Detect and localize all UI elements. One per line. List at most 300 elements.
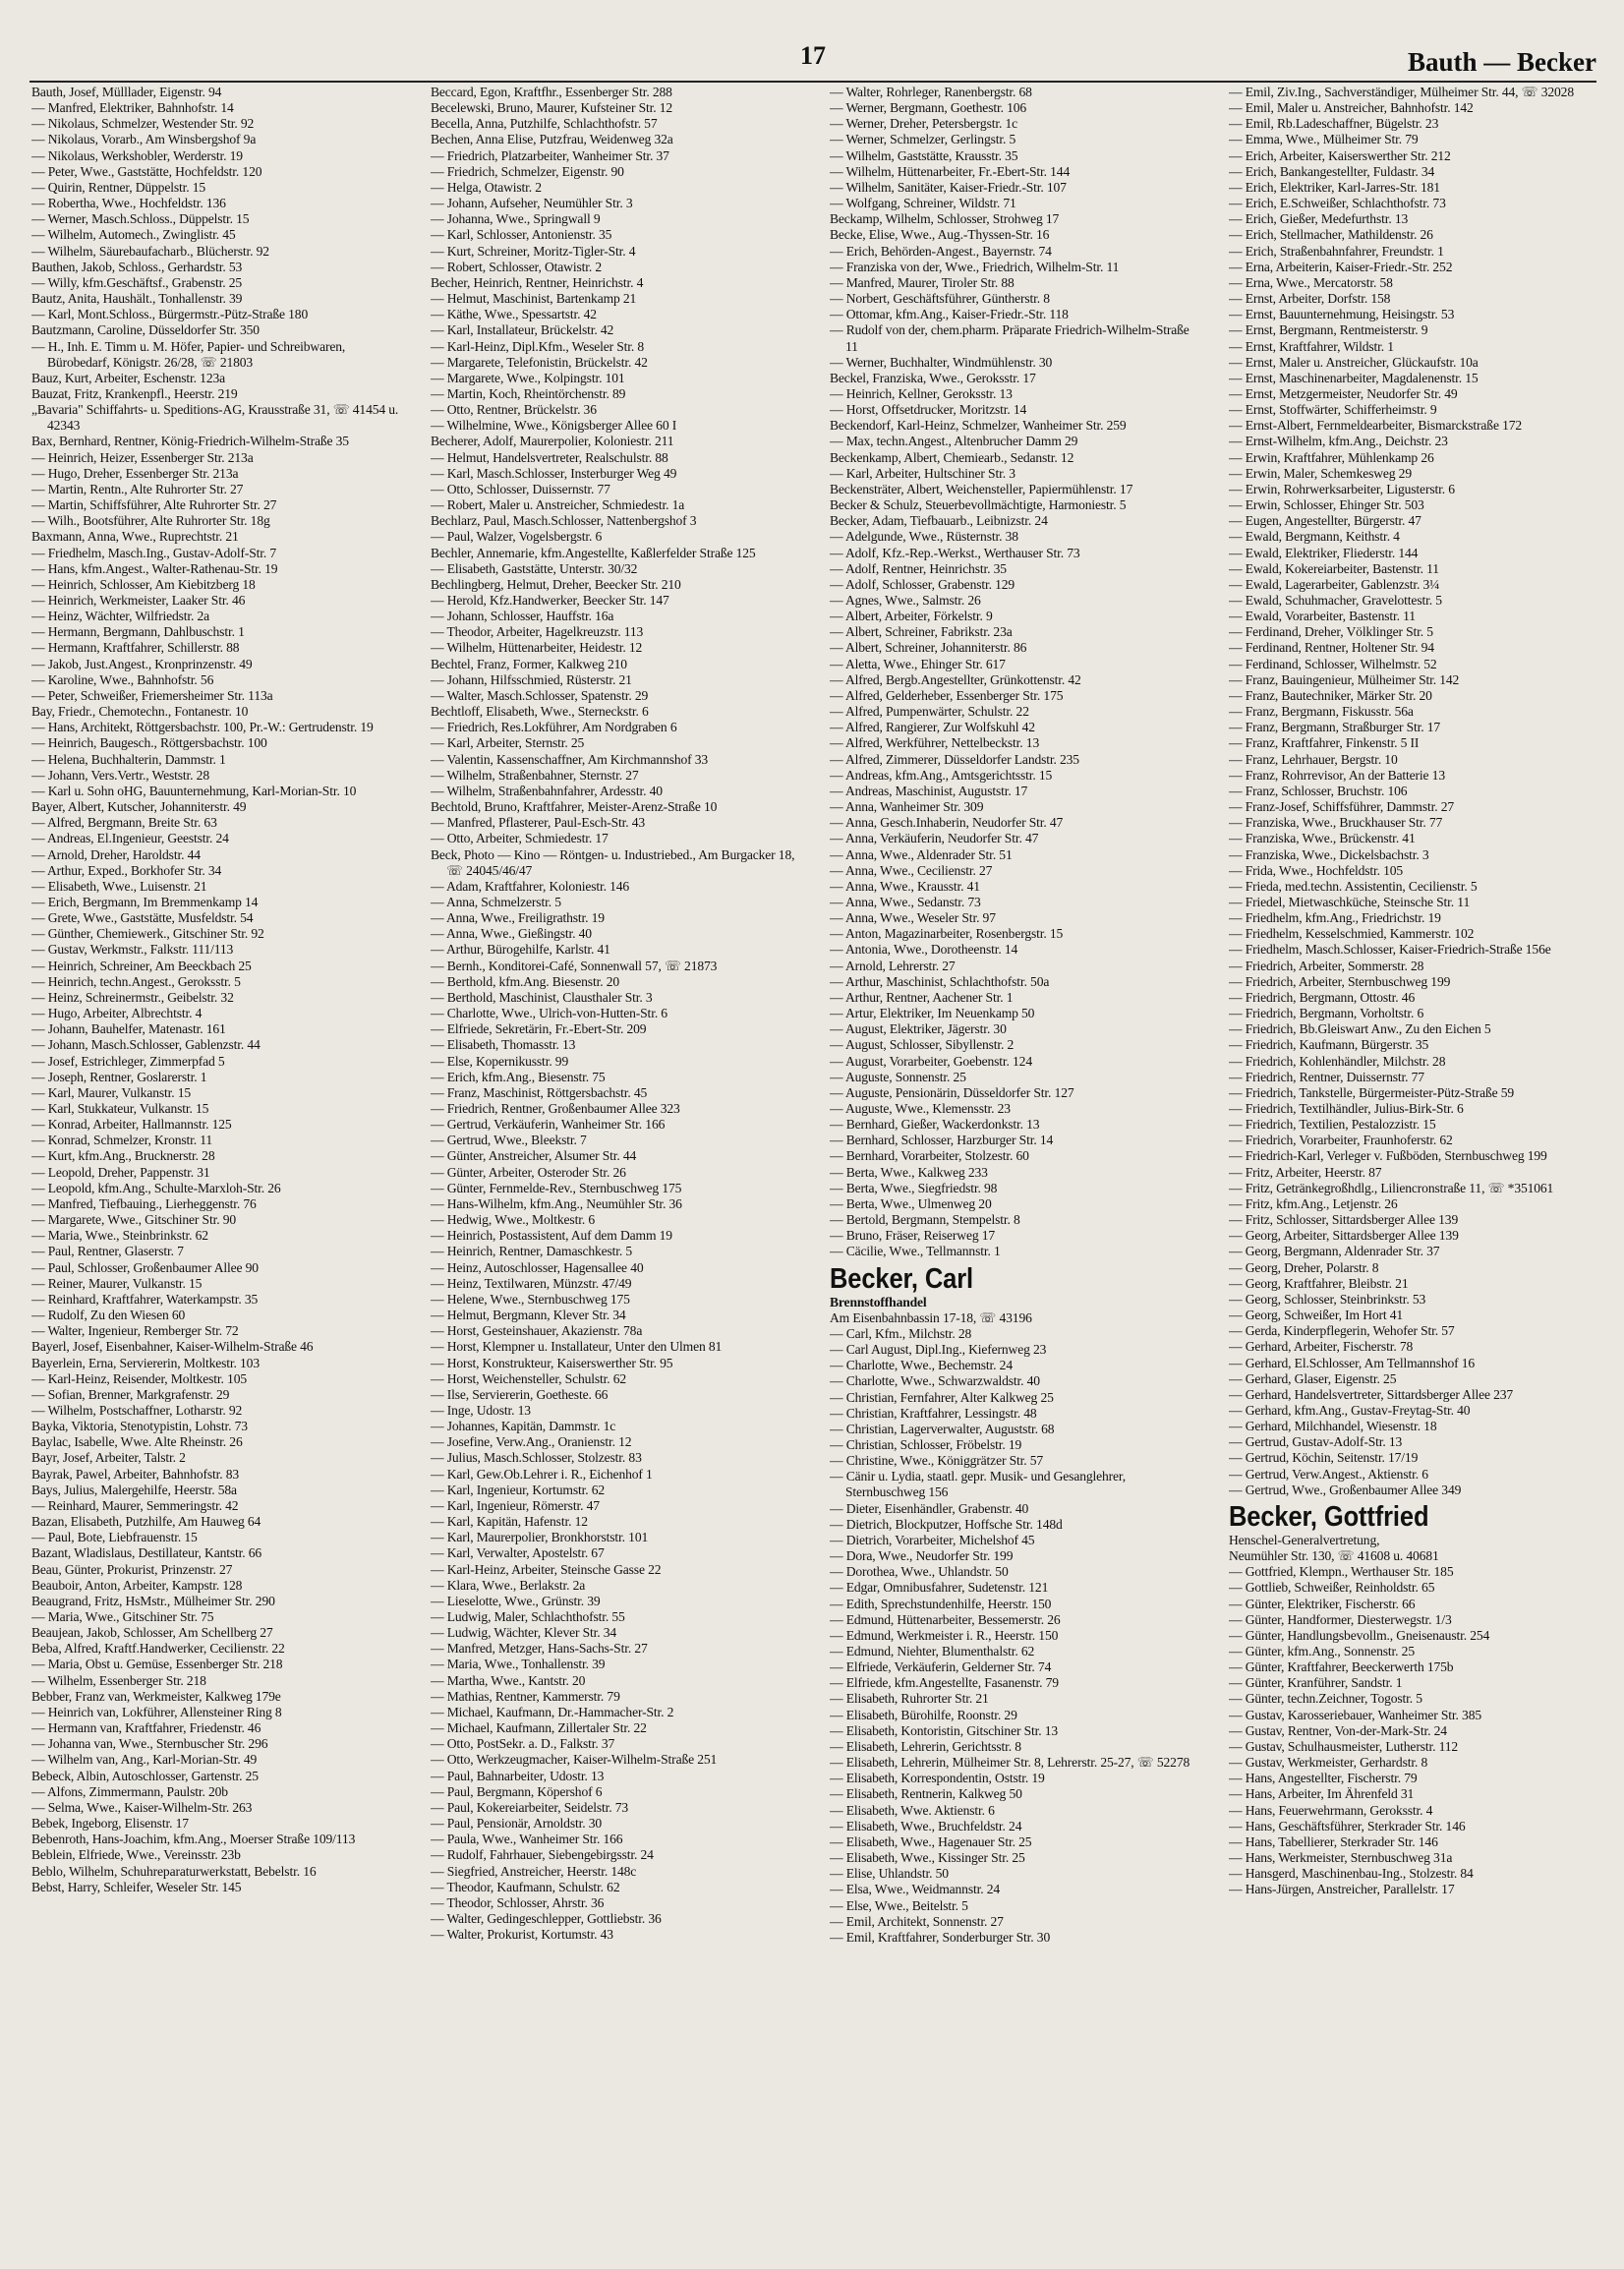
directory-entry: — Paul, Pensionär, Arnoldstr. 30 <box>431 1816 603 1832</box>
directory-entry: — Karl, Verwalter, Apostelstr. 67 <box>431 1545 605 1561</box>
directory-entry: — Paul, Bote, Liebfrauenstr. 15 <box>31 1530 198 1545</box>
directory-entry: — Helene, Wwe., Sternbuschweg 175 <box>431 1291 630 1307</box>
directory-entry: — Ernst, Metzgermeister, Neudorfer Str. 49 <box>1229 385 1458 401</box>
directory-entry: — Friedrich, Platzarbeiter, Wanheimer Str. 37 <box>431 147 669 163</box>
directory-entry: — Karl, Installateur, Brückelstr. 42 <box>431 322 614 338</box>
directory-entry: — Manfred, Pflasterer, Paul-Esch-Str. 43 <box>431 815 646 831</box>
directory-entry: Am Eisenbahnbassin 17-18, ☏ 43196 <box>830 1309 1032 1325</box>
directory-entry: — Dietrich, Blockputzer, Hoffsche Str. 148d <box>830 1516 1063 1532</box>
directory-entry: — Ernst, Maler u. Anstreicher, Glückaufstr. 10a <box>1229 354 1479 370</box>
directory-entry: — Elfriede, Sekretärin, Fr.-Ebert-Str. 209 <box>431 1021 647 1037</box>
directory-entry: — Bernhard, Schlosser, Harzburger Str. 14 <box>830 1133 1054 1148</box>
directory-entry: — Josefine, Verw.Ang., Oranienstr. 12 <box>431 1434 632 1450</box>
directory-entry: — Johann, Masch.Schlosser, Gablenzstr. 44 <box>31 1037 261 1053</box>
firm-heading: Becker, Gottfried <box>1229 1500 1429 1533</box>
directory-entry: Bays, Julius, Malergehilfe, Heerstr. 58a <box>31 1482 237 1497</box>
directory-entry: Beauboir, Anton, Arbeiter, Kampstr. 128 <box>31 1577 243 1593</box>
directory-entry: — Werner, Dreher, Petersbergstr. 1c <box>830 116 1017 132</box>
directory-entry: — Erich, Bergmann, Im Bremmenkamp 14 <box>31 894 259 909</box>
directory-entry: — Georg, Kraftfahrer, Bleibstr. 21 <box>1229 1275 1409 1291</box>
directory-entry: — Ernst-Albert, Fernmeldearbeiter, Bismarckstraße 172 <box>1229 418 1523 434</box>
directory-entry: — Emil, Kraftfahrer, Sonderburger Str. 30 <box>830 1929 1051 1945</box>
directory-entry: — Emil, Maler u. Anstreicher, Bahnhofstr. 142 <box>1229 100 1474 116</box>
directory-entry: — Inge, Udostr. 13 <box>431 1402 531 1418</box>
directory-entry: — Konrad, Schmelzer, Kronstr. 11 <box>31 1133 213 1148</box>
directory-entry: — Günter, Anstreicher, Alsumer Str. 44 <box>431 1148 637 1164</box>
directory-entry: — Ernst, Stoffwärter, Schifferheimstr. 9 <box>1229 402 1437 418</box>
directory-entry: — Friedrich, Textilhändler, Julius-Birk-Str. 6 <box>1229 1101 1464 1116</box>
directory-entry: — Heinz, Autoschlosser, Hagensallee 40 <box>431 1259 644 1275</box>
directory-entry: — Elisabeth, Wwe., Kissinger Str. 25 <box>830 1850 1025 1866</box>
directory-entry: — Adolf, Rentner, Heinrichstr. 35 <box>830 560 1007 576</box>
directory-entry: — Bruno, Fräser, Reiserweg 17 <box>830 1228 996 1244</box>
directory-entry: — Karl, Arbeiter, Sternstr. 25 <box>431 735 585 751</box>
directory-entry: — Sofian, Brenner, Markgrafenstr. 29 <box>31 1386 230 1402</box>
directory-entry: — Ernst-Wilhelm, kfm.Ang., Deichstr. 23 <box>1229 434 1448 449</box>
directory-entry: — Charlotte, Wwe., Schwarzwaldstr. 40 <box>830 1373 1040 1389</box>
directory-entry: Bauz, Kurt, Arbeiter, Eschenstr. 123a <box>31 370 226 385</box>
directory-entry: — Else, Kopernikusstr. 99 <box>431 1053 569 1069</box>
directory-entry: Bayerl, Josef, Eisenbahner, Kaiser-Wilhelm-Straße 46 <box>31 1339 314 1355</box>
directory-entry: Bebek, Ingeborg, Elisenstr. 17 <box>31 1816 189 1832</box>
directory-entry: — Hans, Architekt, Röttgersbachstr. 100, Pr.-W.: Gertrudenstr. 19 <box>31 720 374 735</box>
directory-entry: — Günter, Elektriker, Fischerstr. 66 <box>1229 1596 1416 1611</box>
directory-entry: — H., Inh. E. Timm u. M. Höfer, Papier- und Schreibwaren, Bürobedarf, Königstr. 26/28, ☏ 21803 <box>31 338 346 370</box>
directory-entry: — Alfred, Pumpenwärter, Schulstr. 22 <box>830 704 1029 720</box>
directory-entry: — Franz, Kraftfahrer, Finkenstr. 5 II <box>1229 735 1420 751</box>
directory-entry: — Arthur, Rentner, Aachener Str. 1 <box>830 989 1014 1005</box>
directory-entry: — Hans, Angestellter, Fischerstr. 79 <box>1229 1771 1418 1786</box>
directory-entry: — Heinrich, Baugesch., Röttgersbachstr. 100 <box>31 735 267 751</box>
directory-entry: — Heinrich, Heizer, Essenberger Str. 213a <box>31 449 254 465</box>
directory-entry: — Bertold, Bergmann, Stempelstr. 8 <box>830 1212 1020 1228</box>
directory-entry: Bechtold, Bruno, Kraftfahrer, Meister-Arenz-Straße 10 <box>431 799 718 815</box>
directory-entry: — Erich, Straßenbahnfahrer, Freundstr. 1 <box>1229 243 1444 259</box>
directory-entry: — Adelgunde, Wwe., Rüsternstr. 38 <box>830 529 1018 545</box>
directory-entry: — Norbert, Geschäftsführer, Güntherstr. 8 <box>830 291 1050 307</box>
column-4 <box>1229 85 1596 2259</box>
page-header <box>29 39 1596 81</box>
directory-entry: — Julius, Masch.Schlosser, Stolzestr. 83 <box>431 1450 642 1466</box>
directory-entry: — Maria, Wwe., Gitschiner Str. 75 <box>31 1609 214 1624</box>
directory-entry: — Arthur, Maschinist, Schlachthofstr. 50a <box>830 973 1050 989</box>
directory-entry: Becker, Adam, Tiefbauarb., Leibnizstr. 24 <box>830 513 1048 529</box>
directory-entry: — Erich, Arbeiter, Kaiserswerther Str. 212 <box>1229 147 1451 163</box>
directory-entry: — Martin, Schiffsführer, Alte Ruhrorter Str. 27 <box>31 497 277 513</box>
directory-entry: — Friedrich, Kohlenhändler, Milchstr. 28 <box>1229 1053 1446 1069</box>
directory-entry: Bauth, Josef, Mülllader, Eigenstr. 94 <box>31 85 222 99</box>
directory-entry: Becher, Heinrich, Rentner, Heinrichstr. 4 <box>431 274 644 290</box>
directory-entry: — Quirin, Rentner, Düppelstr. 15 <box>31 179 206 195</box>
directory-entry: — Alfred, Bergmann, Breite Str. 63 <box>31 815 217 831</box>
directory-entry: Beba, Alfred, Kraftf.Handwerker, Cecilienstr. 22 <box>31 1641 285 1657</box>
directory-entry: — Elfriede, kfm.Angestellte, Fasanenstr. 79 <box>830 1675 1059 1691</box>
directory-entry: — Gustav, Werkmstr., Falkstr. 111/113 <box>31 942 234 958</box>
directory-columns <box>31 85 1596 2259</box>
directory-entry: — Antonia, Wwe., Dorotheenstr. 14 <box>830 942 1018 958</box>
directory-entry: — Fritz, Arbeiter, Heerstr. 87 <box>1229 1164 1382 1180</box>
directory-entry: — Horst, Klempner u. Installateur, Unter den Ulmen 81 <box>431 1339 723 1355</box>
directory-entry: — Anna, Wwe., Cecilienstr. 27 <box>830 862 993 878</box>
directory-entry: Beaugrand, Fritz, HsMstr., Mülheimer Str. 290 <box>31 1593 275 1608</box>
directory-entry: — Friedhelm, Kesselschmied, Kammerstr. 102 <box>1229 926 1475 942</box>
directory-entry: — Horst, Offsetdrucker, Moritzstr. 14 <box>830 402 1027 418</box>
directory-entry: — Michael, Kaufmann, Dr.-Hammacher-Str. 2 <box>431 1704 674 1719</box>
directory-entry: Bebeck, Albin, Autoschlosser, Gartenstr. 25 <box>31 1768 259 1783</box>
directory-entry: — Theodor, Arbeiter, Hagelkreuzstr. 113 <box>431 624 644 640</box>
directory-entry: — Reinhard, Kraftfahrer, Waterkampstr. 35 <box>31 1291 259 1307</box>
directory-entry: — Michael, Kaufmann, Zillertaler Str. 22 <box>431 1720 647 1736</box>
directory-entry: — Elisabeth, Kontoristin, Gitschiner Str. 13 <box>830 1722 1059 1738</box>
directory-entry: — Gottlieb, Schweißer, Reinholdstr. 65 <box>1229 1580 1435 1596</box>
directory-entry: — Karl, Mont.Schloss., Bürgermstr.-Pütz-Straße 180 <box>31 307 309 322</box>
directory-entry: — Erna, Wwe., Mercatorstr. 58 <box>1229 274 1393 290</box>
directory-entry: — Heinrich, Rentner, Damaschkestr. 5 <box>431 1244 633 1259</box>
directory-entry: — Gertrud, Gustav-Adolf-Str. 13 <box>1229 1434 1403 1450</box>
directory-entry: — Dieter, Eisenhändler, Grabenstr. 40 <box>830 1500 1029 1516</box>
directory-entry: — Wilhelm, Sanitäter, Kaiser-Friedr.-Str. 107 <box>830 179 1067 195</box>
directory-entry: — Wilhelm, Säurebaufacharb., Blücherstr. 92 <box>31 243 269 259</box>
directory-entry: — Karl, Stukkateur, Vulkanstr. 15 <box>31 1101 209 1116</box>
directory-entry: — Andreas, kfm.Ang., Amtsgerichtsstr. 15 <box>830 767 1053 783</box>
directory-entry: — Heinz, Textilwaren, Münzstr. 47/49 <box>431 1275 632 1291</box>
directory-entry: — Helena, Buchhalterin, Dammstr. 1 <box>31 751 226 767</box>
directory-entry: — Georg, Schweißer, Im Hort 41 <box>1229 1308 1404 1323</box>
directory-entry: — Margarete, Telefonistin, Brückelstr. 42 <box>431 354 648 370</box>
directory-entry: — Karl-Heinz, Reisender, Moltkestr. 105 <box>31 1370 247 1386</box>
directory-entry: — Albert, Schreiner, Fabrikstr. 23a <box>830 624 1013 640</box>
directory-entry: — Bernh., Konditorei-Café, Sonnenwall 57, ☏ 21873 <box>431 958 718 973</box>
directory-entry: — Gottfried, Klempn., Werthauser Str. 185 <box>1229 1564 1454 1580</box>
directory-entry: — Hermann, Bergmann, Dahlbuschstr. 1 <box>31 624 245 640</box>
directory-entry: — Paul, Kokereiarbeiter, Seidelstr. 73 <box>431 1799 629 1815</box>
directory-entry: — Eugen, Angestellter, Bürgerstr. 47 <box>1229 513 1421 529</box>
directory-entry: — Walter, Gedingeschlepper, Gottliebstr. 36 <box>431 1910 662 1926</box>
directory-entry: — Heinrich, techn.Angest., Geroksstr. 5 <box>31 973 241 989</box>
directory-entry: — Hansgerd, Maschinenbau-Ing., Stolzestr. 84 <box>1229 1866 1474 1882</box>
directory-entry: — Maria, Wwe., Steinbrinkstr. 62 <box>31 1228 208 1244</box>
directory-entry: — Franziska, Wwe., Dickelsbachstr. 3 <box>1229 846 1429 862</box>
directory-entry: Beblein, Elfriede, Wwe., Vereinsstr. 23b <box>31 1847 241 1863</box>
directory-entry: Bebenroth, Hans-Joachim, kfm.Ang., Moerser Straße 109/113 <box>31 1832 356 1847</box>
directory-entry: — Friedhelm, Masch.Schlosser, Kaiser-Friedrich-Straße 156e <box>1229 942 1551 958</box>
directory-entry: — Lieselotte, Wwe., Grünstr. 39 <box>431 1593 601 1608</box>
directory-entry: — Elisabeth, Korrespondentin, Oststr. 19 <box>830 1771 1045 1786</box>
directory-entry: — Bernhard, Vorarbeiter, Stolzestr. 60 <box>830 1148 1029 1164</box>
directory-entry: — Friedrich, Schmelzer, Eigenstr. 90 <box>431 163 624 179</box>
directory-entry: — Gerhard, kfm.Ang., Gustav-Freytag-Str. 40 <box>1229 1402 1471 1418</box>
directory-entry: — Ferdinand, Schlosser, Wilhelmstr. 52 <box>1229 656 1437 671</box>
directory-entry: — Else, Wwe., Beitelstr. 5 <box>830 1897 968 1913</box>
directory-entry: — Wolfgang, Schreiner, Wildstr. 71 <box>830 196 1016 211</box>
directory-entry: — Jakob, Just.Angest., Kronprinzenstr. 49 <box>31 656 253 671</box>
directory-entry: Bay, Friedr., Chemotechn., Fontanestr. 10 <box>31 704 249 720</box>
directory-entry: — Georg, Schlosser, Steinbrinkstr. 53 <box>1229 1291 1426 1307</box>
directory-entry: Bayerlein, Erna, Serviererin, Moltkestr. 103 <box>31 1355 260 1370</box>
directory-entry: — Friedrich-Karl, Verleger v. Fußböden, Sternbuschweg 199 <box>1229 1148 1547 1164</box>
header-rule <box>29 81 1596 83</box>
directory-entry: — Ernst, Maschinenarbeiter, Magdalenenstr. 15 <box>1229 370 1479 385</box>
directory-entry: — Karl, Schlosser, Antonienstr. 35 <box>431 227 612 243</box>
directory-entry: — Willy, kfm.Geschäftsf., Grabenstr. 25 <box>31 274 243 290</box>
directory-entry: Beccard, Egon, Kraftfhr., Essenberger Str. 288 <box>431 85 672 99</box>
directory-entry: — Wilh., Bootsführer, Alte Ruhrorter Str. 18g <box>31 513 270 529</box>
directory-entry: — Auguste, Pensionärin, Düsseldorfer Str. 127 <box>830 1084 1074 1100</box>
directory-entry: — Franziska, Wwe., Bruckhauser Str. 77 <box>1229 815 1443 831</box>
directory-entry: — Friedrich, Vorarbeiter, Fraunhoferstr. 62 <box>1229 1133 1453 1148</box>
directory-entry: — Fritz, kfm.Ang., Letjenstr. 26 <box>1229 1195 1398 1211</box>
directory-entry: — Cänir u. Lydia, staatl. gepr. Musik- und Gesanglehrer, Sternbuschweg 156 <box>830 1469 1127 1500</box>
directory-entry: — Horst, Gesteinshauer, Akazienstr. 78a <box>431 1323 643 1339</box>
directory-entry: — Friedrich, Res.Lokführer, Am Nordgraben 6 <box>431 720 677 735</box>
directory-entry: — Wilhelm, Straßenbahner, Sternstr. 27 <box>431 767 639 783</box>
directory-entry: Bechtel, Franz, Former, Kalkweg 210 <box>431 656 627 671</box>
directory-entry: — Erwin, Kraftfahrer, Mühlenkamp 26 <box>1229 449 1434 465</box>
directory-entry: — Heinrich, Schreiner, Am Beeckbach 25 <box>31 958 252 973</box>
directory-entry: — Wilhelm, Postschaffner, Lotharstr. 92 <box>31 1402 243 1418</box>
directory-entry: — Kurt, Schreiner, Moritz-Tigler-Str. 4 <box>431 243 636 259</box>
directory-entry: — Martha, Wwe., Kantstr. 20 <box>431 1672 586 1688</box>
directory-entry: — Friedrich, Bb.Gleiswart Anw., Zu den Eichen 5 <box>1229 1021 1491 1037</box>
directory-entry: — Manfred, Metzger, Hans-Sachs-Str. 27 <box>431 1641 648 1657</box>
directory-entry: — Rudolf, Fahrhauer, Siebengebirgsstr. 24 <box>431 1847 654 1863</box>
directory-entry: — Carl, Kfm., Milchstr. 28 <box>830 1325 972 1341</box>
directory-entry: — Martin, Koch, Rheintörchenstr. 89 <box>431 385 626 401</box>
directory-entry: — Robert, Maler u. Anstreicher, Schmiedestr. 1a <box>431 497 685 513</box>
directory-entry: — Walter, Ingenieur, Remberger Str. 72 <box>31 1323 239 1339</box>
directory-entry: — Hans, Feuerwehrmann, Geroksstr. 4 <box>1229 1802 1433 1818</box>
directory-entry: — Ernst, Arbeiter, Dorfstr. 158 <box>1229 291 1391 307</box>
directory-entry: — Reinhard, Maurer, Semmeringstr. 42 <box>31 1497 239 1513</box>
directory-entry: — Edmund, Niehter, Blumenthalstr. 62 <box>830 1644 1035 1658</box>
directory-entry: — Günter, Kranführer, Sandstr. 1 <box>1229 1675 1403 1691</box>
directory-entry: — Christian, Lagerverwalter, Auguststr. 68 <box>830 1421 1055 1436</box>
directory-entry: — Robertha, Wwe., Hochfeldstr. 136 <box>31 196 226 211</box>
directory-entry: — Manfred, Tiefbauing., Lierheggenstr. 76 <box>31 1195 257 1211</box>
directory-entry: — Maria, Wwe., Tonhallenstr. 39 <box>431 1657 606 1672</box>
directory-entry: Bayr, Josef, Arbeiter, Talstr. 2 <box>31 1450 186 1466</box>
directory-entry: — Karl, Arbeiter, Hultschiner Str. 3 <box>830 465 1015 481</box>
directory-entry: — Ewald, Lagerarbeiter, Gablenzstr. 3¼ <box>1229 576 1440 592</box>
directory-entry: — Leopold, kfm.Ang., Schulte-Marxloh-Str. 26 <box>31 1180 281 1195</box>
directory-entry: — Wilhelm, Automech., Zwinglistr. 45 <box>31 227 236 243</box>
directory-entry: — Adam, Kraftfahrer, Koloniestr. 146 <box>431 878 630 894</box>
directory-entry: — Friedrich, Arbeiter, Sternbuschweg 199 <box>1229 973 1451 989</box>
directory-entry: — Theodor, Schlosser, Ahrstr. 36 <box>431 1894 605 1910</box>
directory-entry: — Elisabeth, Wwe., Luisenstr. 21 <box>31 878 207 894</box>
directory-entry: — Artur, Elektriker, Im Neuenkamp 50 <box>830 1006 1035 1021</box>
directory-entry: — Gustav, Karosseriebauer, Wanheimer Str. 385 <box>1229 1707 1481 1722</box>
directory-entry: — Edmund, Hüttenarbeiter, Bessemerstr. 26 <box>830 1611 1061 1627</box>
directory-entry: — Hugo, Dreher, Essenberger Str. 213a <box>31 465 239 481</box>
directory-entry: — Hans-Jürgen, Anstreicher, Parallelstr. 17 <box>1229 1882 1455 1897</box>
directory-entry: — Gertrud, Köchin, Seitenstr. 17/19 <box>1229 1450 1419 1466</box>
directory-entry: — Mathias, Rentner, Kammerstr. 79 <box>431 1688 620 1704</box>
directory-entry: — Elisabeth, Wwe., Hagenauer Str. 25 <box>830 1833 1032 1849</box>
directory-entry: — Käthe, Wwe., Spessartstr. 42 <box>431 307 597 322</box>
directory-entry: — Christian, Schlosser, Fröbelstr. 19 <box>830 1436 1022 1452</box>
directory-entry: — Hans, Arbeiter, Im Ährenfeld 31 <box>1229 1786 1415 1802</box>
directory-entry: — Christian, Kraftfahrer, Lessingstr. 48 <box>830 1405 1037 1421</box>
directory-entry: — Edgar, Omnibusfahrer, Sudetenstr. 121 <box>830 1580 1049 1596</box>
directory-entry: Baylac, Isabelle, Wwe. Alte Rheinstr. 26 <box>31 1434 243 1450</box>
directory-entry: — Ilse, Serviererin, Goetheste. 66 <box>431 1386 609 1402</box>
directory-entry: „Bavaria" Schiffahrts- u. Speditions-AG, Krausstraße 31, ☏ 41454 u. 42343 <box>31 402 399 434</box>
directory-entry: — Heinz, Wächter, Wilfriedstr. 2a <box>31 609 210 624</box>
directory-entry: — Heinz, Schreinermstr., Geibelstr. 32 <box>31 989 234 1005</box>
directory-entry: — Peter, Schweißer, Friemersheimer Str. 113a <box>31 687 273 703</box>
directory-entry: — Gustav, Werkmeister, Gerhardstr. 8 <box>1229 1755 1428 1771</box>
directory-entry: — Elfriede, Verkäuferin, Gelderner Str. 74 <box>830 1659 1052 1675</box>
directory-entry: — Hans, Werkmeister, Sternbuschweg 31a <box>1229 1850 1453 1866</box>
directory-entry: — Ewald, Elektriker, Fliederstr. 144 <box>1229 545 1419 560</box>
directory-entry: — Agnes, Wwe., Salmstr. 26 <box>830 593 981 608</box>
directory-entry: — Alfred, Rangierer, Zur Wolfskuhl 42 <box>830 720 1035 735</box>
directory-entry: — Nikolaus, Schmelzer, Westender Str. 92 <box>31 116 255 132</box>
directory-entry: — Ludwig, Maler, Schlachthofstr. 55 <box>431 1609 625 1624</box>
directory-entry: — Dora, Wwe., Neudorfer Str. 199 <box>830 1548 1014 1564</box>
directory-entry: — Grete, Wwe., Gaststätte, Musfeldstr. 54 <box>31 910 254 926</box>
directory-entry: — Anton, Magazinarbeiter, Rosenbergstr. 15 <box>830 926 1064 942</box>
directory-entry: Bechtloff, Elisabeth, Wwe., Sterneckstr. 6 <box>431 704 649 720</box>
directory-entry: — Erwin, Rohrwerksarbeiter, Ligusterstr. 6 <box>1229 481 1455 496</box>
directory-entry: — Klara, Wwe., Berlakstr. 2a <box>431 1577 586 1593</box>
directory-entry: — Erna, Arbeiterin, Kaiser-Friedr.-Str. 252 <box>1229 259 1453 274</box>
directory-entry: — Friedrich, Rentner, Duissernstr. 77 <box>1229 1069 1424 1084</box>
directory-entry: — Elisabeth, Gaststätte, Unterstr. 30/32 <box>431 560 638 576</box>
directory-entry: — Anna, Wwe., Weseler Str. 97 <box>830 910 996 926</box>
directory-entry: — Johann, Bauhelfer, Matenastr. 161 <box>31 1021 226 1037</box>
directory-entry: — Georg, Arbeiter, Sittardsberger Allee 139 <box>1229 1228 1459 1244</box>
directory-entry: — Valentin, Kassenschaffner, Am Kirchmannshof 33 <box>431 751 709 767</box>
column-2 <box>431 85 798 2259</box>
directory-entry: — Dietrich, Vorarbeiter, Michelshof 45 <box>830 1532 1035 1547</box>
directory-entry: — Elisabeth, Bürohilfe, Roonstr. 29 <box>830 1707 1017 1722</box>
directory-entry: — Horst, Konstrukteur, Kaiserswerther Str. 95 <box>431 1355 673 1370</box>
directory-entry: — Friedrich, Rentner, Großenbaumer Allee 323 <box>431 1101 680 1116</box>
directory-entry: — Dorothea, Wwe., Uhlandstr. 50 <box>830 1564 1009 1580</box>
directory-entry: — Johanna, Wwe., Springwall 9 <box>431 211 601 227</box>
directory-entry: — Karl-Heinz, Arbeiter, Steinsche Gasse 22 <box>431 1561 662 1577</box>
directory-entry: — Horst, Weichensteller, Schulstr. 62 <box>431 1370 627 1386</box>
directory-entry: — Franz, Rohrrevisor, An der Batterie 13 <box>1229 767 1445 783</box>
directory-entry: — Erwin, Maler, Schemkesweg 29 <box>1229 465 1412 481</box>
directory-entry: — Johann, Vers.Vertr., Weststr. 28 <box>31 767 209 783</box>
directory-entry: — Günter, Arbeiter, Osteroder Str. 26 <box>431 1164 626 1180</box>
directory-entry: — Franziska von der, Wwe., Friedrich, Wilhelm-Str. 11 <box>830 259 1120 274</box>
directory-entry: — Gustav, Rentner, Von-der-Mark-Str. 24 <box>1229 1722 1447 1738</box>
directory-entry: — Günter, techn.Zeichner, Togostr. 5 <box>1229 1691 1422 1707</box>
directory-entry: — Berthold, Maschinist, Clausthaler Str. 3 <box>431 989 653 1005</box>
directory-entry: Bayrak, Pawel, Arbeiter, Bahnhofstr. 83 <box>31 1466 240 1482</box>
directory-entry: — Franz, Schlosser, Bruchstr. 106 <box>1229 783 1408 798</box>
directory-entry: — Ernst, Bauunternehmung, Heisingstr. 53 <box>1229 307 1455 322</box>
directory-entry: — Auguste, Sonnenstr. 25 <box>830 1069 966 1084</box>
directory-entry: — Max, techn.Angest., Altenbrucher Damm 29 <box>830 434 1078 449</box>
directory-entry: — Helmut, Maschinist, Bartenkamp 21 <box>431 291 637 307</box>
directory-entry: — Karl u. Sohn oHG, Bauunternehmung, Karl-Morian-Str. 10 <box>31 783 357 798</box>
directory-entry: — Elisabeth, Ruhrorter Str. 21 <box>830 1691 989 1707</box>
directory-entry: — Paul, Rentner, Glaserstr. 7 <box>31 1244 184 1259</box>
directory-entry: Becker & Schulz, Steuerbevollmächtigte, Harmoniestr. 5 <box>830 497 1127 513</box>
directory-entry: — Karoline, Wwe., Bahnhofstr. 56 <box>31 671 214 687</box>
directory-entry: — Werner, Buchhalter, Windmühlenstr. 30 <box>830 354 1053 370</box>
directory-entry: — Karl, Gew.Ob.Lehrer i. R., Eichenhof 1 <box>431 1466 653 1482</box>
directory-entry: — Johannes, Kapitän, Dammstr. 1c <box>431 1419 616 1434</box>
directory-entry: Bayka, Viktoria, Stenotypistin, Lohstr. 73 <box>31 1419 248 1434</box>
directory-entry: — Heinrich, Werkmeister, Laaker Str. 46 <box>31 593 246 608</box>
directory-entry: — Friedel, Mietwaschküche, Steinsche Str. 11 <box>1229 894 1471 909</box>
directory-entry: — Friedrich, Tankstelle, Bürgermeister-Pütz-Straße 59 <box>1229 1084 1515 1100</box>
directory-entry: — Alfred, Gelderheber, Essenberger Str. 175 <box>830 687 1064 703</box>
directory-entry: — Gertrud, Wwe., Großenbaumer Allee 349 <box>1229 1482 1462 1497</box>
directory-entry: — Otto, Rentner, Brückelstr. 36 <box>431 402 597 418</box>
directory-entry: — Werner, Bergmann, Goethestr. 106 <box>830 100 1027 116</box>
directory-entry: — Adolf, Schlosser, Grabenstr. 129 <box>830 576 1015 592</box>
directory-entry: — Emma, Wwe., Mülheimer Str. 79 <box>1229 132 1419 147</box>
directory-entry: — Anna, Gesch.Inhaberin, Neudorfer Str. 47 <box>830 815 1064 831</box>
directory-entry: — Arnold, Lehrerstr. 27 <box>830 958 956 973</box>
directory-entry: — Josef, Estrichleger, Zimmerpfad 5 <box>31 1053 225 1069</box>
directory-entry: — Elisabeth, Lehrerin, Gerichtsstr. 8 <box>830 1738 1021 1754</box>
directory-entry: — Franz, Lehrhauer, Bergstr. 10 <box>1229 751 1398 767</box>
directory-entry: — Anna, Verkäuferin, Neudorfer Str. 47 <box>830 831 1039 846</box>
directory-entry: Beckamp, Wilhelm, Schlosser, Strohweg 17 <box>830 211 1060 227</box>
directory-entry: — Gerda, Kinderpflegerin, Wehofer Str. 57 <box>1229 1323 1455 1339</box>
directory-entry: Bayer, Albert, Kutscher, Johanniterstr. 49 <box>31 799 247 815</box>
directory-entry: Becella, Anna, Putzhilfe, Schlachthofstr. 57 <box>431 116 658 132</box>
directory-entry: — Nikolaus, Vorarb., Am Winsbergshof 9a <box>31 132 257 147</box>
directory-entry: — Fritz, Getränkegroßhdlg., Liliencronstraße 11, ☏ *351061 <box>1229 1180 1554 1195</box>
directory-entry: — Heinrich, Kellner, Geroksstr. 13 <box>830 385 1013 401</box>
directory-entry: — Elisabeth, Thomasstr. 13 <box>431 1037 576 1053</box>
directory-entry: — Friedrich, Textilien, Pestalozzistr. 15 <box>1229 1117 1436 1133</box>
directory-entry: — Anna, Schmelzerstr. 5 <box>431 894 561 909</box>
directory-entry: — Fritz, Schlosser, Sittardsberger Allee 139 <box>1229 1212 1459 1228</box>
directory-entry: — Helmut, Bergmann, Klever Str. 34 <box>431 1308 626 1323</box>
directory-entry: — Peter, Wwe., Gaststätte, Hochfeldstr. 120 <box>31 163 262 179</box>
directory-entry: — Gerhard, Arbeiter, Fischerstr. 78 <box>1229 1339 1414 1355</box>
directory-entry: — Wilhelm, Straßenbahnfahrer, Ardesstr. 40 <box>431 783 663 798</box>
directory-entry: — Theodor, Kaufmann, Schulstr. 62 <box>431 1879 620 1894</box>
directory-entry: — Hermann van, Kraftfahrer, Friedenstr. 46 <box>31 1720 261 1736</box>
directory-entry: — Arnold, Dreher, Haroldstr. 44 <box>31 846 201 862</box>
directory-entry: — Arthur, Bürogehilfe, Karlstr. 41 <box>431 942 610 958</box>
directory-entry: — Anna, Wwe., Freiligrathstr. 19 <box>431 910 605 926</box>
directory-entry: — Johann, Aufseher, Neumühler Str. 3 <box>431 196 633 211</box>
directory-entry: — Reiner, Maurer, Vulkanstr. 15 <box>31 1275 203 1291</box>
directory-entry: — Elisabeth, Wwe. Aktienstr. 6 <box>830 1802 995 1818</box>
directory-entry: — Johanna van, Wwe., Sternbuscher Str. 296 <box>31 1736 268 1752</box>
directory-entry: — Karl-Heinz, Dipl.Kfm., Weseler Str. 8 <box>431 338 645 354</box>
directory-entry: — Hugo, Arbeiter, Albrechtstr. 4 <box>31 1006 203 1021</box>
directory-entry: — Robert, Schlosser, Otawistr. 2 <box>431 259 603 274</box>
directory-entry: — Rudolf, Zu den Wiesen 60 <box>31 1308 186 1323</box>
directory-entry: — Erich, E.Schweißer, Schlachthofstr. 73 <box>1229 196 1446 211</box>
directory-entry: — Nikolaus, Werkshobler, Werderstr. 19 <box>31 147 243 163</box>
directory-entry: Bebst, Harry, Schleifer, Weseler Str. 145 <box>31 1879 242 1894</box>
directory-entry: — Emil, Architekt, Sonnenstr. 27 <box>830 1913 1004 1929</box>
directory-entry: — Ferdinand, Dreher, Völklinger Str. 5 <box>1229 624 1433 640</box>
directory-entry: — Andreas, Maschinist, Auguststr. 17 <box>830 783 1028 798</box>
directory-entry: Beckenkamp, Albert, Chemiearb., Sedanstr. 12 <box>830 449 1074 465</box>
directory-entry: — Manfred, Elektriker, Bahnhofstr. 14 <box>31 100 234 116</box>
directory-entry: — Georg, Bergmann, Aldenrader Str. 37 <box>1229 1244 1440 1259</box>
page-number: 17 <box>800 41 826 70</box>
directory-entry: — Ewald, Vorarbeiter, Bastenstr. 11 <box>1229 609 1416 624</box>
directory-entry: — Gerhard, Glaser, Eigenstr. 25 <box>1229 1370 1397 1386</box>
directory-entry: — Anna, Wwe., Krausstr. 41 <box>830 878 980 894</box>
